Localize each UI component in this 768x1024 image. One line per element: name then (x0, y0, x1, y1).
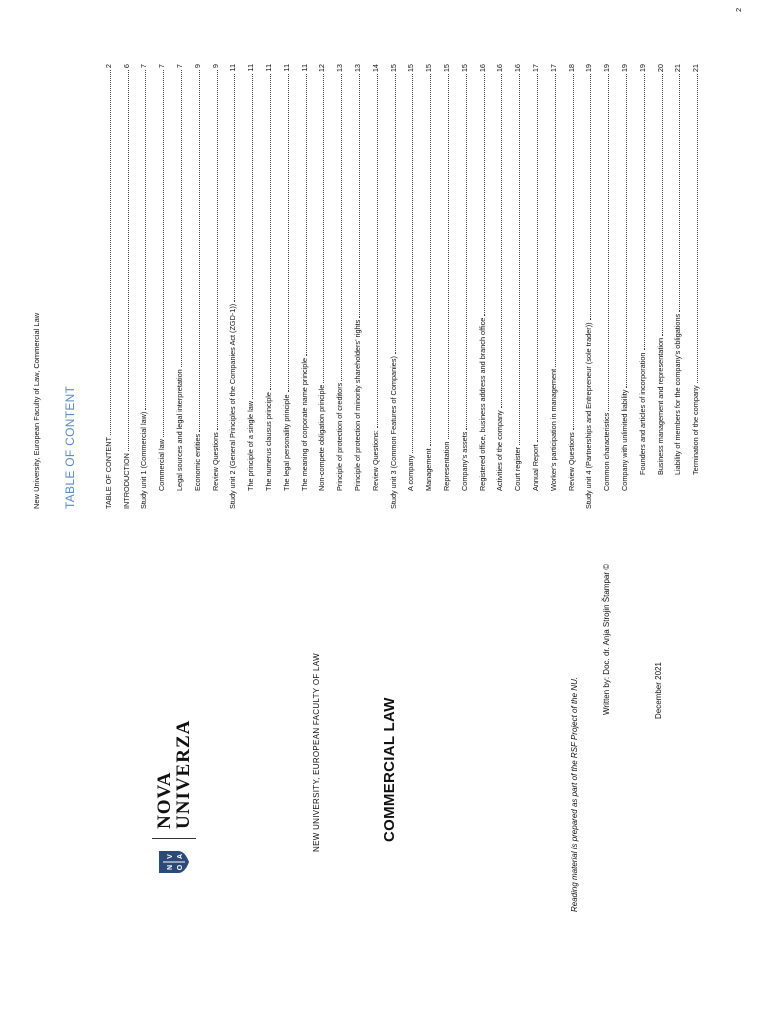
toc-entry-label: Study unit 4 (Partnerships and Entrepreneur (sole trader)) (584, 322, 594, 509)
toc-entry-page: 19 (602, 64, 612, 73)
toc-entry[interactable] (667, 64, 685, 509)
toc-entry-page: 13 (352, 64, 362, 73)
toc-entry-page: 19 (584, 64, 594, 73)
toc-entry[interactable] (649, 64, 667, 509)
toc-entry[interactable] (364, 64, 382, 509)
toc-entry[interactable] (578, 64, 596, 509)
toc-entry-page: 15 (424, 64, 434, 73)
toc-entry-label: TABLE OF CONTENT (103, 436, 113, 509)
toc-dot-leader (678, 74, 680, 312)
toc-entry-label: Study unit 2 (General Principles of the Companies Act (ZGD-1)) (228, 303, 238, 509)
toc-entry-label: A company (406, 454, 416, 491)
toc-entry-label: Company's assets (459, 431, 469, 491)
svg-text:O: O (177, 864, 184, 871)
toc-entry[interactable] (115, 64, 133, 509)
toc-entry-label: Activities of the company (495, 410, 505, 491)
toc-entry[interactable] (204, 64, 222, 509)
toc-dot-leader (269, 74, 271, 390)
toc-entry-page: 9 (192, 64, 202, 69)
toc-dot-leader (589, 74, 591, 320)
toc-entry-label: Study unit 3 (Common Features of Companies) (388, 356, 398, 509)
toc-entry-page: 9 (210, 64, 220, 69)
university-logo (152, 720, 196, 874)
toc-dot-leader (536, 74, 538, 442)
toc-dot-leader (127, 70, 129, 451)
toc-dot-leader (358, 74, 360, 318)
logo-divider (152, 838, 196, 839)
toc-entry[interactable] (542, 64, 560, 509)
toc-entry[interactable] (311, 64, 329, 509)
toc-dot-leader (572, 74, 574, 430)
toc-entry-page: 16 (477, 64, 487, 73)
toc-entry[interactable] (293, 64, 311, 509)
toc-dot-leader (180, 70, 182, 367)
toc-entry[interactable] (133, 64, 151, 509)
toc-entry[interactable] (239, 64, 257, 509)
toc-dot-leader (429, 74, 431, 446)
toc-entry-label: Review Questions: (370, 430, 380, 491)
toc-entry-page: 21 (691, 64, 701, 73)
toc-dot-leader (394, 74, 396, 354)
toc-entry-page: 11 (228, 64, 238, 72)
toc-entry-label: The principle of a single law (246, 400, 256, 491)
toc-dot-leader (607, 74, 609, 411)
toc-dot-leader (465, 74, 467, 429)
toc-entry-label: Review Questions (210, 432, 220, 491)
faculty-name: NEW UNIVERSITY, EUROPEAN FACULTY OF LAW (312, 653, 321, 852)
toc-entry-label: Legal sources and legal interpretation (174, 369, 184, 491)
toc-entry-label: Non-compete obligation principle (317, 384, 327, 491)
toc-entry-label: INTRODUCTION (121, 453, 131, 509)
document-title: COMMERCIAL LAW (381, 697, 398, 842)
toc-entry-page: 7 (157, 64, 167, 69)
toc-entry-label: Annual Report (530, 444, 540, 491)
publication-date: December 2021 (654, 662, 663, 719)
reading-note: Reading material is prepared as part of the RSF Project of the NU. (570, 676, 579, 912)
toc-entry-label: Economic entities (192, 433, 202, 491)
toc-entry-page: 11 (246, 64, 256, 72)
toc-entry-label: Registered office, business address and branch office (477, 317, 487, 491)
toc-entry-page: 16 (495, 64, 505, 73)
toc-entry[interactable] (453, 64, 471, 509)
toc-entry[interactable] (150, 64, 168, 509)
toc-entry-label: Commercial law (157, 439, 167, 491)
toc-entry-label: Review Questions (566, 432, 576, 491)
toc-entry[interactable] (631, 64, 649, 509)
toc-dot-leader (198, 70, 200, 432)
toc-entry-page: 15 (459, 64, 469, 73)
toc-entry-page: 7 (174, 64, 184, 69)
toc-dot-leader (518, 74, 520, 445)
toc-dot-leader (216, 70, 218, 430)
toc-entry-label: The meaning of corporate name principle (299, 357, 309, 491)
toc-entry-label: Management (424, 448, 434, 491)
toc-entry-page: 12 (317, 64, 327, 73)
toc-entry[interactable] (595, 64, 613, 509)
toc-entry[interactable] (275, 64, 293, 509)
toc-dot-leader (305, 74, 307, 356)
toc-entry[interactable] (257, 64, 275, 509)
toc-entry-label: Termination of the company (691, 385, 701, 475)
toc-dot-leader (109, 70, 111, 435)
toc-entry[interactable] (346, 64, 364, 509)
toc-dot-leader (643, 74, 645, 350)
toc-entry-page: 11 (299, 64, 309, 72)
toc-dot-leader (447, 74, 449, 439)
toc-dot-leader (251, 74, 253, 399)
toc-entry-page: 11 (263, 64, 273, 72)
toc-entry[interactable] (97, 64, 115, 509)
toc-dot-leader (144, 70, 146, 410)
toc-entry-page: 15 (388, 64, 398, 73)
toc-entry-page: 20 (655, 64, 665, 73)
author-line: Written by: Doc. dr. Anja Strojin Štampar © (602, 563, 611, 715)
toc-entry[interactable] (524, 64, 542, 509)
svg-text:V: V (167, 854, 174, 859)
toc-dot-leader (376, 74, 378, 428)
svg-text:A: A (177, 853, 184, 860)
toc-dot-leader (233, 74, 235, 302)
toc-entry-page: 13 (335, 64, 345, 73)
toc-dot-leader (340, 74, 342, 381)
toc-entry-page: 7 (139, 64, 149, 69)
toc-dot-leader (554, 74, 556, 367)
toc-dot-leader (500, 74, 502, 408)
svg-text:N: N (167, 864, 174, 871)
toc-entry[interactable] (506, 64, 524, 509)
toc-entry[interactable] (382, 64, 400, 509)
toc-heading: TABLE OF CONTENT (63, 385, 77, 509)
toc-entry-label: Common characteristics (602, 412, 612, 491)
toc-entry-page: 17 (530, 64, 540, 73)
toc-entry-page: 18 (566, 64, 576, 73)
toc-dot-leader (322, 74, 324, 383)
toc-entry-label: Principle of protection of minority shareholders' rights (352, 319, 362, 491)
toc-entry[interactable] (186, 64, 204, 509)
toc-entry-page: 17 (548, 64, 558, 73)
toc-entry[interactable] (168, 64, 186, 509)
toc-dot-leader (483, 74, 485, 316)
toc-entry-page: 2 (103, 64, 113, 69)
toc-entry-label: The legal personality principle (281, 394, 291, 491)
toc-entry-page: 15 (406, 64, 416, 73)
toc-entry[interactable] (222, 64, 240, 509)
toc-entry[interactable] (417, 64, 435, 509)
toc-entry-label: Company with unlimited liability (619, 389, 629, 491)
toc-entry-label: Worker's participation in management (548, 368, 558, 491)
toc-entry[interactable] (613, 64, 631, 509)
toc-entry-page: 6 (121, 64, 131, 69)
toc-entry-label: Principle of protection of creditors (335, 382, 345, 491)
toc-entry-page: 21 (673, 64, 683, 73)
toc-entry-label: Founders and articles of incorporation (637, 352, 647, 475)
cover-page (0, 509, 768, 1024)
toc-entry-label: The numerus clausus principle (263, 392, 273, 491)
toc-dot-leader (696, 74, 698, 383)
toc-dot-leader (625, 74, 627, 387)
page-number: 2 (734, 7, 743, 12)
toc-entry[interactable] (489, 64, 507, 509)
toc-entry-page: 19 (637, 64, 647, 73)
toc-entry[interactable] (400, 64, 418, 509)
toc-entry[interactable] (328, 64, 346, 509)
toc-entry[interactable] (684, 64, 702, 509)
toc-entry[interactable] (471, 64, 489, 509)
toc-entry-page: 16 (513, 64, 523, 73)
toc-page (0, 0, 768, 509)
toc-entry-page: 11 (281, 64, 291, 72)
shield-icon (158, 850, 190, 874)
logo-wordmark (155, 720, 193, 829)
toc-list (97, 64, 702, 509)
running-header: New University, European Faculty of Law, Commercial Law (32, 312, 41, 509)
toc-entry-page: 14 (370, 64, 380, 73)
toc-entry-page: 15 (441, 64, 451, 73)
toc-entry-label: Liability of members for the company's obligations (673, 313, 683, 475)
toc-entry-label: Representation (441, 441, 451, 491)
toc-entry[interactable] (560, 64, 578, 509)
toc-entry-label: Business management and representation (655, 337, 665, 475)
toc-entry-label: Court register (513, 446, 523, 491)
toc-dot-leader (411, 74, 413, 453)
toc-entry-label: Study unit 1 (Commercial law) (139, 411, 149, 509)
toc-dot-leader (661, 74, 663, 336)
logo-line-1: NOVA (154, 771, 175, 829)
toc-entry-page: 19 (619, 64, 629, 73)
toc-dot-leader (287, 74, 289, 393)
toc-dot-leader (162, 70, 164, 437)
logo-line-2: UNIVERZA (173, 719, 194, 829)
toc-entry[interactable] (435, 64, 453, 509)
